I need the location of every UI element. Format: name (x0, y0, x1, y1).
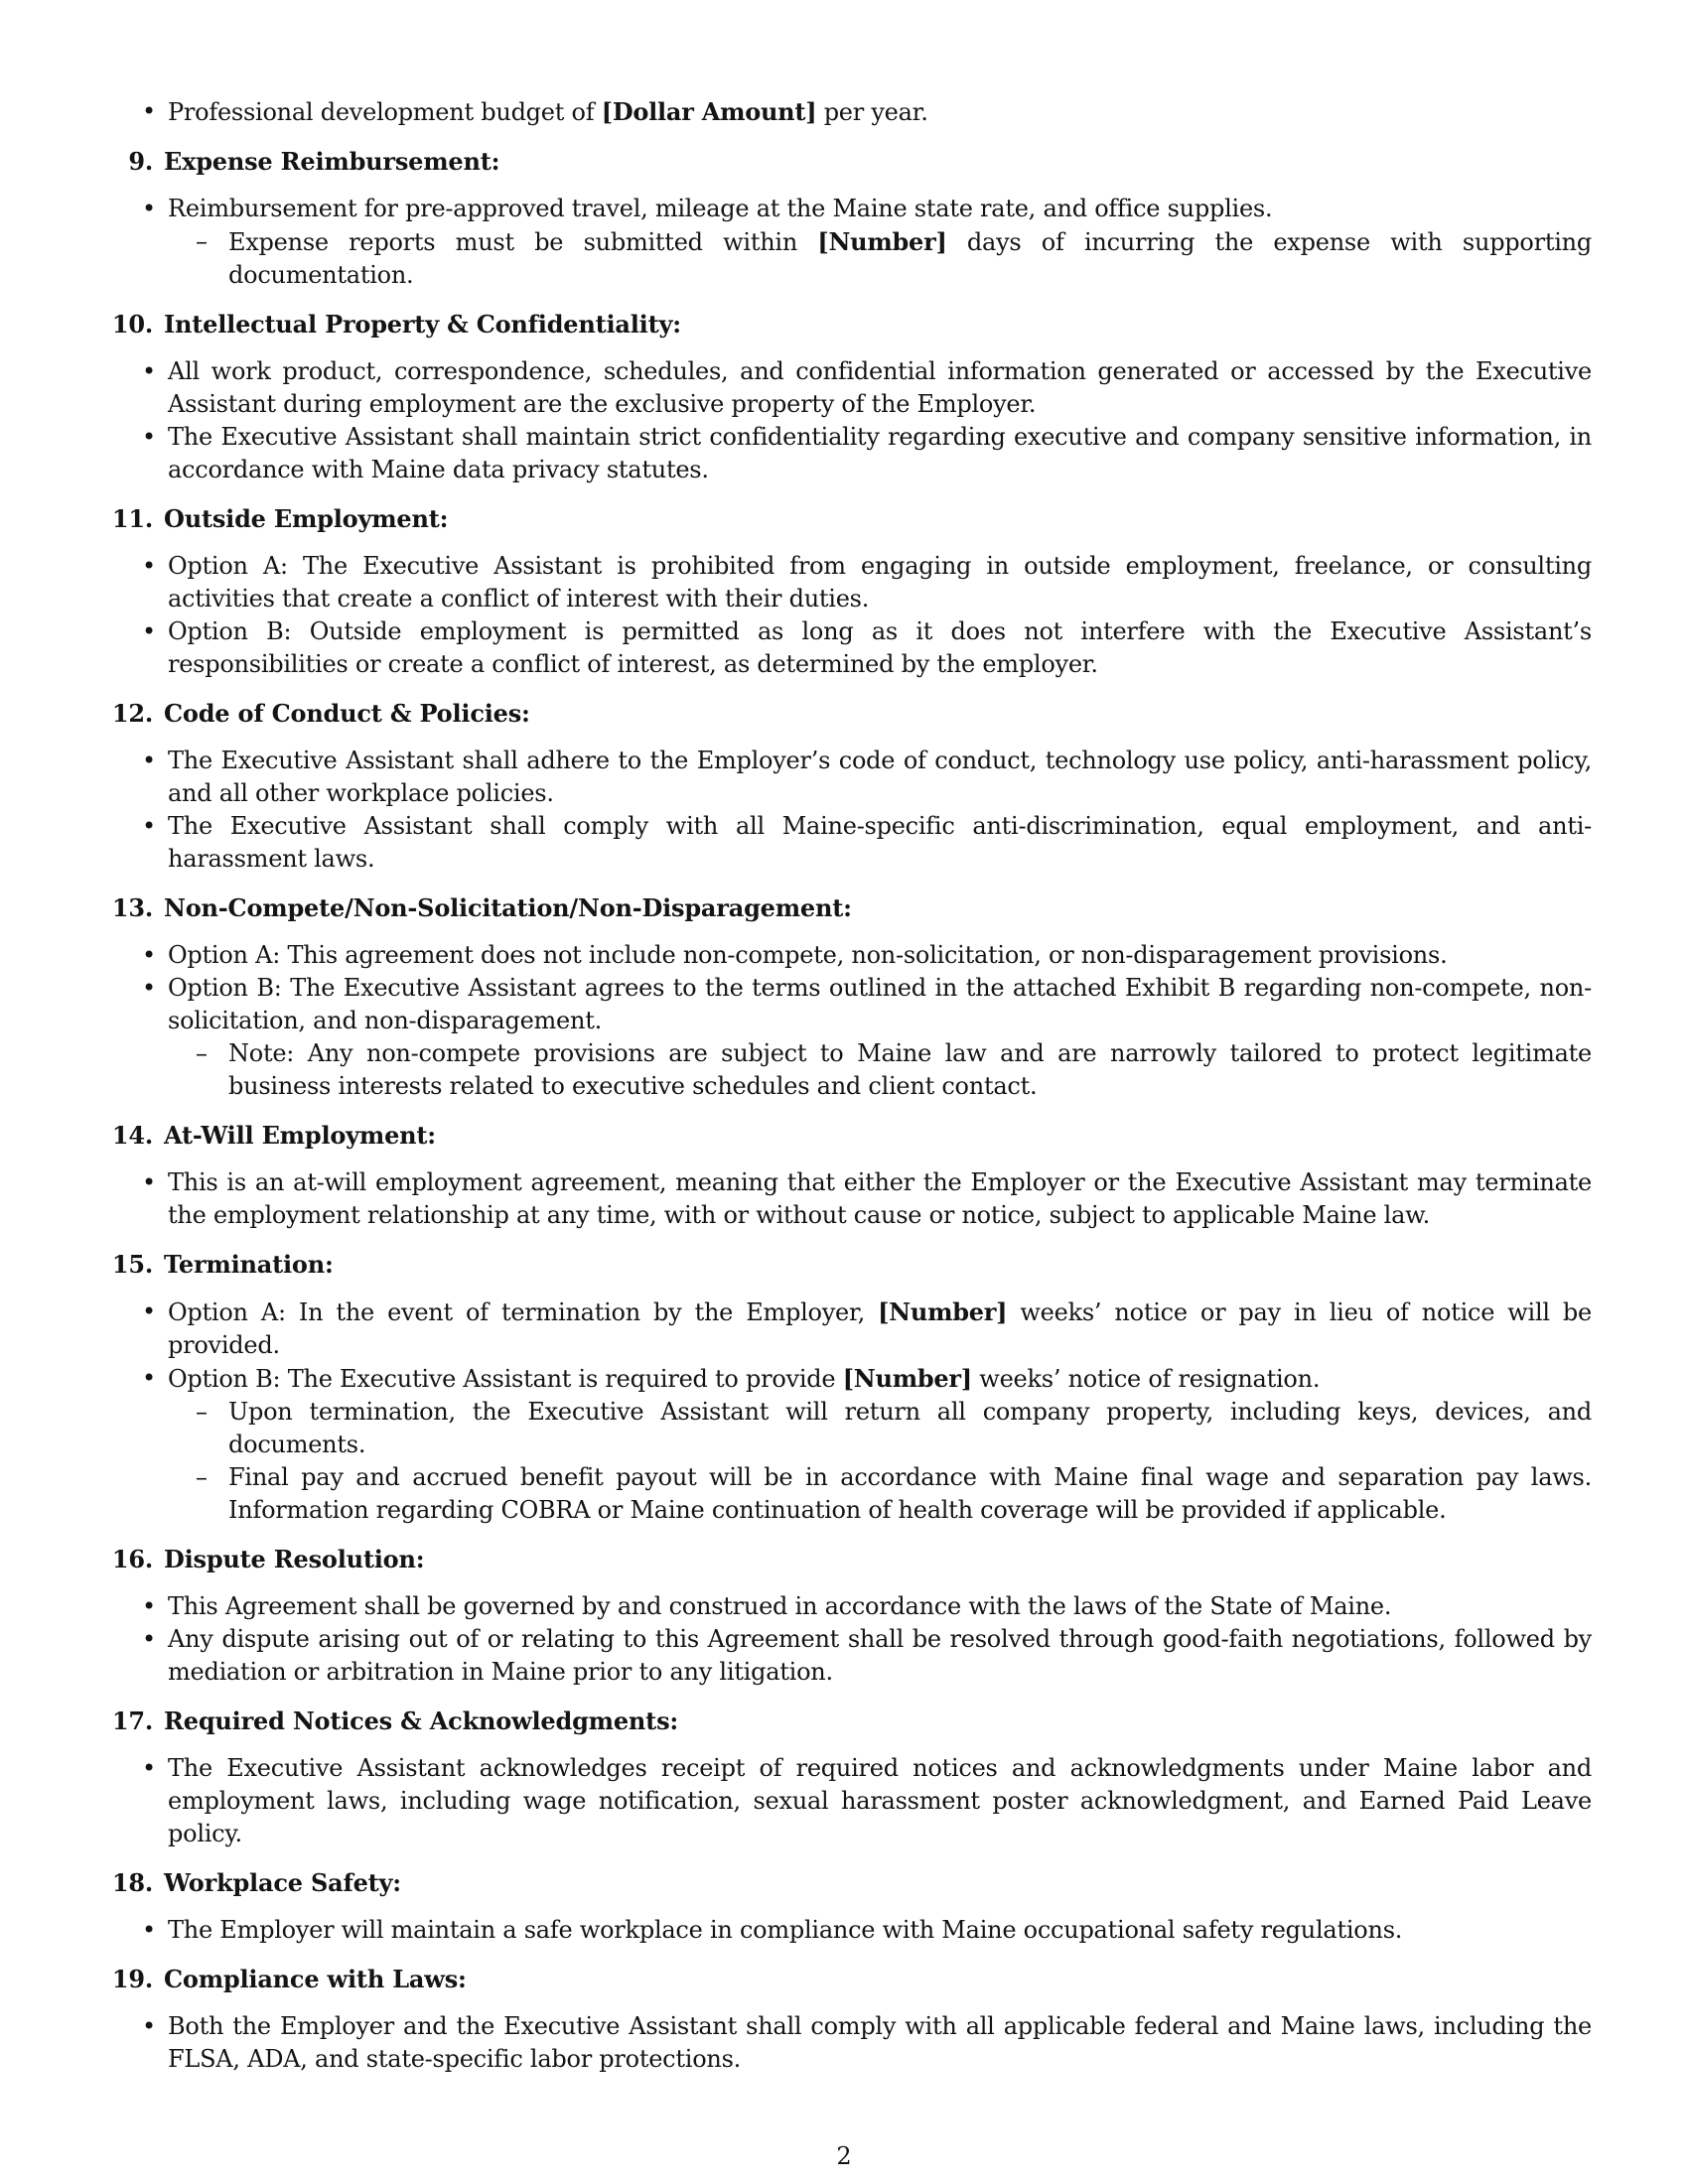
dash-icon: – (196, 1463, 208, 1491)
section-heading (99, 697, 1592, 731)
item-text: Option A: This agreement does not include non-compete, non-solicitation, or non-disparagement provisions. (168, 941, 1448, 969)
item-text: weeks’ notice of resignation. (971, 1365, 1321, 1393)
bullet-icon: • (142, 1625, 156, 1653)
section-number: 10. (111, 310, 153, 339)
top-bullet-list (99, 95, 1592, 129)
section-title: Dispute Resolution: (164, 1545, 425, 1573)
bullet-list (99, 550, 1592, 681)
sub-list-item (168, 1461, 1592, 1527)
bullet-icon: • (142, 941, 156, 969)
sub-list (168, 1037, 1592, 1103)
placeholder-text: [Number] (817, 227, 947, 256)
item-text: Option B: Outside employment is permitted as long as it does not interfere with the Executive Assistant’s responsibilities or create a conflict of interest, as determined by the employer. (168, 617, 1592, 678)
section-heading (99, 1119, 1592, 1153)
list-item (99, 95, 1592, 129)
item-text: Option A: The Executive Assistant is prohibited from engaging in outside employment, freelance, or consulting activities that create a conflict of interest with their duties. (168, 552, 1592, 613)
bullet-list (99, 355, 1592, 486)
bullet-icon: • (142, 97, 156, 125)
list-item (99, 193, 1592, 292)
list-item (99, 939, 1592, 972)
item-text: The Employer will maintain a safe workplace in compliance with Maine occupational safety regulations. (168, 1916, 1403, 1944)
list-item (99, 1590, 1592, 1623)
section-number: 11. (111, 504, 153, 533)
bullet-icon: • (142, 1754, 156, 1782)
bullet-list (99, 1914, 1592, 1947)
bullet-list (99, 1296, 1592, 1527)
section-title: Required Notices & Acknowledgments: (164, 1706, 679, 1735)
bullet-icon: • (142, 423, 156, 451)
sub-list-item (168, 1396, 1592, 1461)
item-text: Both the Employer and the Executive Assistant shall comply with all applicable federal and Maine laws, including the FLSA, ADA, and state-specific labor protections. (168, 2012, 1592, 2073)
item-text: This Agreement shall be governed by and construed in accordance with the laws of the State of Maine. (168, 1592, 1392, 1620)
list-item (99, 1752, 1592, 1850)
placeholder-text: [Dollar Amount] (601, 97, 817, 126)
sub-list (168, 1396, 1592, 1527)
item-text: The Executive Assistant shall comply with all Maine-specific anti-discrimination, equal employment, and anti-harassment laws. (168, 812, 1592, 873)
dash-icon: – (196, 1398, 208, 1426)
section-heading (99, 1248, 1592, 1282)
section-number: 19. (111, 1965, 153, 1993)
bullet-icon: • (142, 1297, 156, 1325)
section-title: Expense Reimbursement: (164, 147, 500, 176)
list-item (99, 1914, 1592, 1947)
list-item (99, 972, 1592, 1103)
item-text: Any dispute arising out of or relating to this Agreement shall be resolved through good-faith negotiations, followed by mediation or arbitration in Maine prior to any litigation. (168, 1625, 1592, 1686)
section-heading (99, 891, 1592, 925)
item-text: Option B: The Executive Assistant agrees to the terms outlined in the attached Exhibit B regarding non-compete, non-solicitation, and non-disparagement. (168, 974, 1592, 1034)
sections-container (99, 145, 1592, 2076)
bullet-list (99, 1166, 1592, 1232)
dash-icon: – (196, 1039, 208, 1067)
section-number: 13. (111, 893, 153, 922)
bullet-icon: • (142, 747, 156, 774)
section-number: 16. (111, 1545, 153, 1573)
section-heading (99, 1705, 1592, 1738)
item-text: per year. (816, 98, 928, 126)
section-heading (99, 308, 1592, 341)
sub-list (168, 225, 1592, 292)
item-text: Reimbursement for pre-approved travel, mileage at the Maine state rate, and office supplies. (168, 195, 1273, 222)
item-text: Professional development budget of (168, 98, 602, 126)
list-item (99, 421, 1592, 486)
bullet-icon: • (142, 1168, 156, 1196)
section-title: Non-Compete/Non-Solicitation/Non-Disparagement: (164, 893, 852, 922)
bullet-icon: • (142, 1592, 156, 1620)
section-number: 9. (128, 147, 153, 176)
section-heading (99, 1866, 1592, 1900)
bullet-icon: • (142, 1364, 156, 1392)
list-item (99, 355, 1592, 421)
section-title: Code of Conduct & Policies: (164, 699, 530, 728)
sub-item-text: Note: Any non-compete provisions are subject to Maine law and are narrowly tailored to protect legitimate business interests related to executive schedules and client contact. (228, 1039, 1592, 1100)
section-heading (99, 145, 1592, 179)
bullet-icon: • (142, 357, 156, 385)
document-page (99, 95, 1592, 2076)
sub-item-text: Final pay and accrued benefit payout will be in accordance with Maine final wage and separation pay laws. Information regarding COBRA or Maine continuation of health coverage will be provided if applicable. (228, 1463, 1592, 1524)
list-item (99, 745, 1592, 810)
list-item (99, 1623, 1592, 1689)
list-item (99, 1296, 1592, 1362)
list-item (99, 550, 1592, 615)
section-heading (99, 502, 1592, 536)
bullet-list (99, 1590, 1592, 1689)
bullet-list (99, 1752, 1592, 1850)
list-item (99, 1166, 1592, 1232)
bullet-icon: • (142, 812, 156, 840)
section-title: At-Will Employment: (164, 1121, 436, 1150)
section-number: 14. (111, 1121, 153, 1150)
bullet-list (99, 2010, 1592, 2076)
section-number: 17. (111, 1706, 153, 1735)
list-item (99, 615, 1592, 681)
section-title: Workplace Safety: (164, 1868, 401, 1897)
item-text: The Executive Assistant shall maintain strict confidentiality regarding executive and company sensitive information, in accordance with Maine data privacy statutes. (168, 423, 1592, 483)
section-title: Compliance with Laws: (164, 1965, 467, 1993)
item-text: All work product, correspondence, schedules, and confidential information generated or accessed by the Executive Assistant during employment are the exclusive property of the Employer. (168, 357, 1592, 418)
placeholder-text: [Number] (878, 1297, 1008, 1326)
bullet-icon: • (142, 552, 156, 580)
section-number: 15. (111, 1250, 153, 1279)
bullet-list (99, 745, 1592, 876)
item-text: The Executive Assistant acknowledges receipt of required notices and acknowledgments under Maine labor and employment laws, including wage notification, sexual harassment poster acknowledgment, and Earned Paid Leave policy. (168, 1754, 1592, 1847)
bullet-icon: • (142, 2012, 156, 2040)
section-heading (99, 1543, 1592, 1576)
section-title: Intellectual Property & Confidentiality: (164, 310, 681, 339)
bullet-icon: • (142, 195, 156, 222)
bullet-list (99, 193, 1592, 292)
sub-list-item (168, 225, 1592, 292)
list-item (99, 2010, 1592, 2076)
section-title: Termination: (164, 1250, 334, 1279)
sub-item-text: days of incurring the expense with supporting documentation. (228, 228, 1592, 289)
bullet-icon: • (142, 1916, 156, 1944)
item-text: Option A: In the event of termination by the Employer, (168, 1298, 879, 1326)
list-item (99, 810, 1592, 876)
section-heading (99, 1963, 1592, 1996)
list-item (99, 1362, 1592, 1527)
dash-icon: – (196, 227, 208, 255)
bullet-list (99, 939, 1592, 1103)
sub-item-text: Upon termination, the Executive Assistant will return all company property, including keys, devices, and documents. (228, 1398, 1592, 1458)
page-number: 2 (836, 2142, 852, 2170)
bullet-icon: • (142, 974, 156, 1002)
section-number: 18. (111, 1868, 153, 1897)
item-text: The Executive Assistant shall adhere to the Employer’s code of conduct, technology use policy, anti-harassment policy, and all other workplace policies. (168, 747, 1592, 807)
item-text: weeks’ notice or pay in lieu of notice will be provided. (168, 1298, 1593, 1359)
sub-item-text: Expense reports must be submitted within (228, 228, 818, 256)
item-text: This is an at-will employment agreement, meaning that either the Employer or the Executive Assistant may terminate the employment relationship at any time, with or without cause or notice, subject to applicable Maine law. (168, 1168, 1592, 1229)
sub-list-item (168, 1037, 1592, 1103)
section-title: Outside Employment: (164, 504, 449, 533)
bullet-icon: • (142, 617, 156, 645)
item-text: Option B: The Executive Assistant is required to provide (168, 1365, 843, 1393)
section-number: 12. (111, 699, 153, 728)
placeholder-text: [Number] (842, 1364, 972, 1393)
